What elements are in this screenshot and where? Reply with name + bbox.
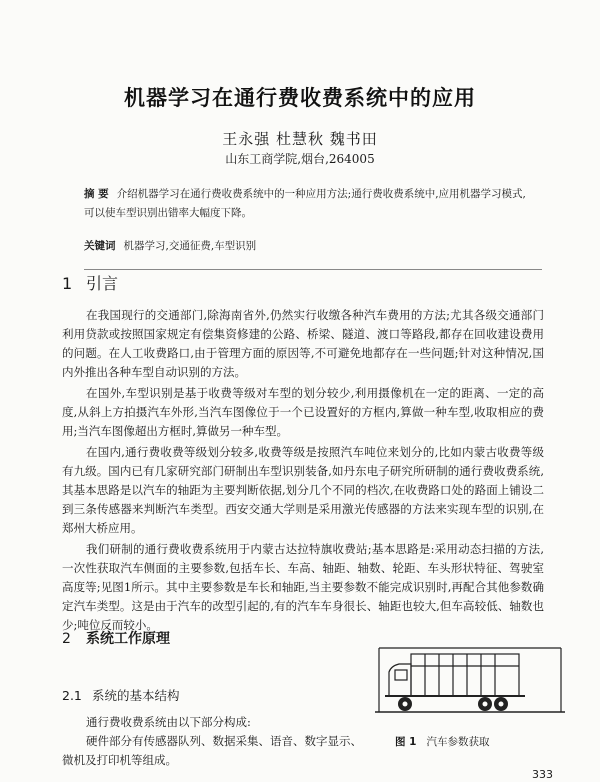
section-2-title: 系统工作原理 <box>86 631 170 647</box>
section-1-heading <box>62 271 118 294</box>
section-2-1-number: 2.1 <box>62 688 82 703</box>
paragraph: 在国外,车型识别是基于收费等级对车型的划分较少,利用摄像机在一定的距离、一定的高度,从斜上方拍摄汽车外形,当汽车图像位于一个已设置好的方框内,算做一种车型,收取相应的费用;当汽车图像超出方框时,算做另一种车型。 <box>62 386 544 438</box>
truck-body <box>411 654 519 696</box>
paragraph: 在我国现行的交通部门,除海南省外,仍然实行收缴各种汽车费用的方法;尤其各级交通部门利用贷款或按照国家规定有偿集资修建的公路、桥梁、隧道、渡口等路段,都存在回收建设费用的问题。在人工收费路口,由于管理方面的原因等,不可避免地都存在一些问题;针对这种情况,国内外推出各种车型自动识别的方法。 <box>62 308 544 379</box>
authors: 王永强 杜慧秋 魏书田 <box>222 130 378 148</box>
section-1-body <box>62 306 544 635</box>
section-divider <box>84 269 542 270</box>
paragraph: 通行费收费系统由以下部分构成: <box>86 715 251 729</box>
figure-label: 图 1 <box>395 736 417 748</box>
affiliation: 山东工商学院,烟台,264005 <box>225 152 375 166</box>
paper-title: 机器学习在通行费收费系统中的应用 <box>124 86 476 110</box>
section-2-1-title: 系统的基本结构 <box>92 688 180 703</box>
figure-caption-text: 汽车参数获取 <box>426 736 490 748</box>
section-1-number: 1 <box>62 274 73 293</box>
section-2-1-heading <box>62 686 180 704</box>
abstract-label: 摘 要 <box>84 188 109 200</box>
section-2-1-body <box>62 713 362 770</box>
abstract-text: 介绍机器学习在通行费收费系统中的一种应用方法;通行费收费系统中,应用机器学习模式,可以使车型识别出错率大幅度下降。 <box>84 188 526 219</box>
paragraph: 硬件部分有传感器队列、数据采集、语音、数字显示、微机及打印机等组成。 <box>62 734 362 767</box>
abstract <box>84 185 534 223</box>
keywords-text: 机器学习,交通征费,车型识别 <box>123 240 257 252</box>
keywords <box>84 238 534 253</box>
page-number: 333 <box>532 768 553 781</box>
keywords-label: 关键词 <box>84 240 116 252</box>
paragraph: 在国内,通行费收费等级划分较多,收费等级是按照汽车吨位来划分的,比如内蒙古收费等级有九级。国内已有几家研究部门研制出车型识别装备,如丹东电子研究所研制的通行费收费系统,其基本思路是以汽车的轴距为主要判断依据,划分几个不同的档次,在收费路口处的路面上铺设二到三条传感器来判断汽车类型。西安交通大学则是采用激光传感器的方法来实现车型的识别,在郑州大桥应用。 <box>62 445 544 535</box>
section-1-title: 引言 <box>86 274 119 293</box>
section-2-number: 2 <box>62 631 71 647</box>
truck-figure <box>375 646 565 722</box>
paragraph: 我们研制的通行费收费系统用于内蒙古达拉特旗收费站;基本思路是:采用动态扫描的方法,一次性获取汽车侧面的主要参数,包括车长、车高、轴距、轴数、轮距、车头形状特征、驾驶室高度等;见图1所示。其中主要参数是车长和轴距,当主要参数不能完成识别时,再配合其他参数确定汽车类型。这是由于汽车的改型引起的,有的汽车车身很长、轴距也较大,但车高较低、轴数也少;吨位反而较小。 <box>62 542 544 632</box>
section-2-heading <box>62 628 170 648</box>
figure-caption <box>395 734 489 749</box>
